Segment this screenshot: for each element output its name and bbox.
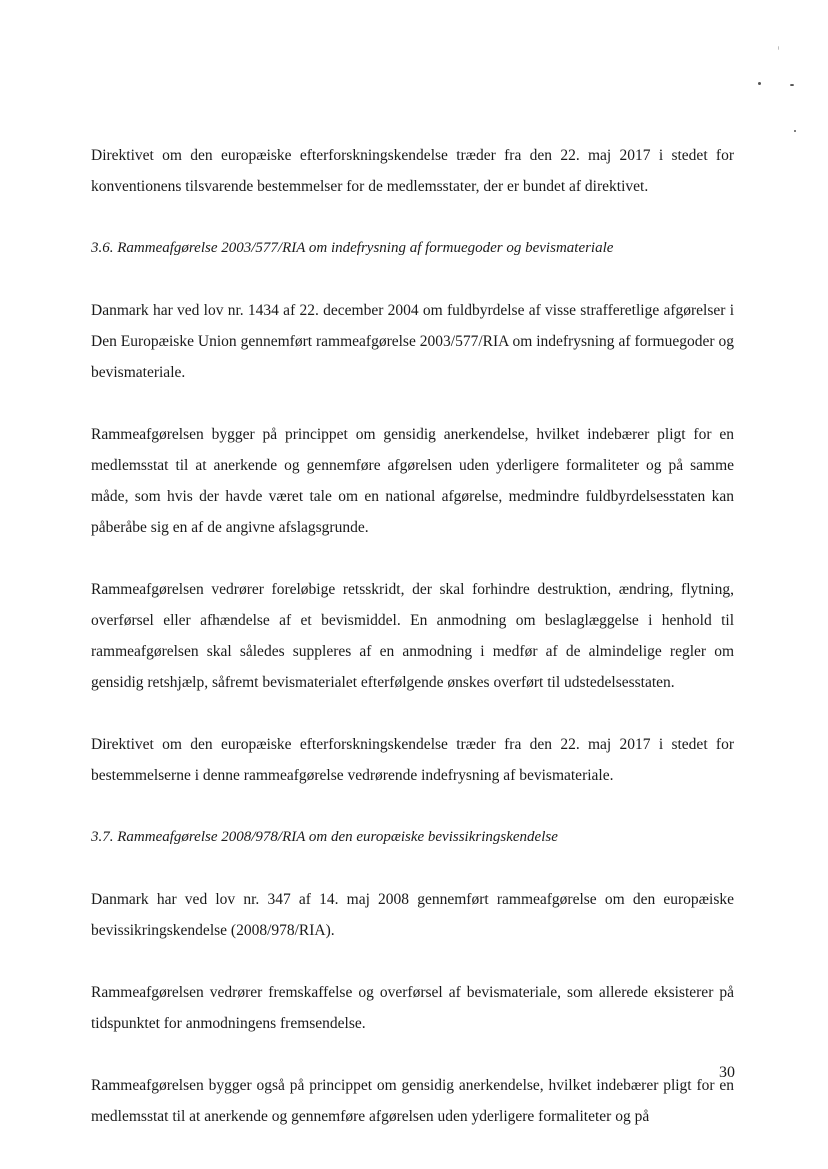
paragraph: Rammeafgørelsen bygger også på princippet om gensidig anerkendelse, hvilket indebærer pligt for en medlemsstat til at anerkende og gennemføre afgørelsen uden yderligere formaliteter og på	[91, 1077, 734, 1125]
paragraph: Direktivet om den europæiske efterforskningskendelse træder fra den 22. maj 2017 i stedet for konventionens tilsvarende bestemmelser for de medlemsstater, der er bundet af direktivet.	[91, 147, 734, 195]
document-body	[91, 140, 734, 1132]
scan-speck	[790, 84, 794, 86]
paragraph: Danmark har ved lov nr. 347 af 14. maj 2008 gennemført rammeafgørelse om den europæiske bevissikringskendelse (2008/978/RIA).	[91, 891, 734, 939]
paragraph: Rammeafgørelsen bygger på princippet om gensidig anerkendelse, hvilket indebærer pligt for en medlemsstat til at anerkende og gennemføre afgørelsen uden yderligere formaliteter og på samme måde, som hvis der havde været tale om en national afgørelse, medmindre fuldbyrdelsesstaten kan påberåbe sig en af de angivne afslagsgrunde.	[91, 426, 734, 536]
scan-speck	[778, 46, 779, 50]
paragraph: Danmark har ved lov nr. 1434 af 22. december 2004 om fuldbyrdelse af visse strafferetlige afgørelser i Den Europæiske Union gennemført rammeafgørelse 2003/577/RIA om indefrysning af formuegoder og bevismateriale.	[91, 302, 734, 381]
paragraph: Direktivet om den europæiske efterforskningskendelse træder fra den 22. maj 2017 i stedet for bestemmelserne i denne rammeafgørelse vedrørende indefrysning af bevismateriale.	[91, 736, 734, 784]
scan-speck	[794, 130, 796, 132]
page-number: 30	[719, 1064, 735, 1081]
section-heading: 3.7. Rammeafgørelse 2008/978/RIA om den europæiske bevissikringskendelse	[91, 829, 558, 845]
scan-speck	[758, 82, 761, 85]
paragraph: Rammeafgørelsen vedrører fremskaffelse og overførsel af bevismateriale, som allerede eksisterer på tidspunktet for anmodningens fremsendelse.	[91, 984, 734, 1032]
section-heading: 3.6. Rammeafgørelse 2003/577/RIA om indefrysning af formuegoder og bevismateriale	[91, 240, 614, 256]
paragraph: Rammeafgørelsen vedrører foreløbige retsskridt, der skal forhindre destruktion, ændring, flytning, overførsel eller afhændelse af et bevismiddel. En anmodning om beslaglæggelse i henhold til rammeafgørelsen skal således suppleres af en anmodning i medfør af de almindelige regler om gensidig retshjælp, såfremt bevismaterialet efterfølgende ønskes overført til udstedelsesstaten.	[91, 581, 734, 691]
